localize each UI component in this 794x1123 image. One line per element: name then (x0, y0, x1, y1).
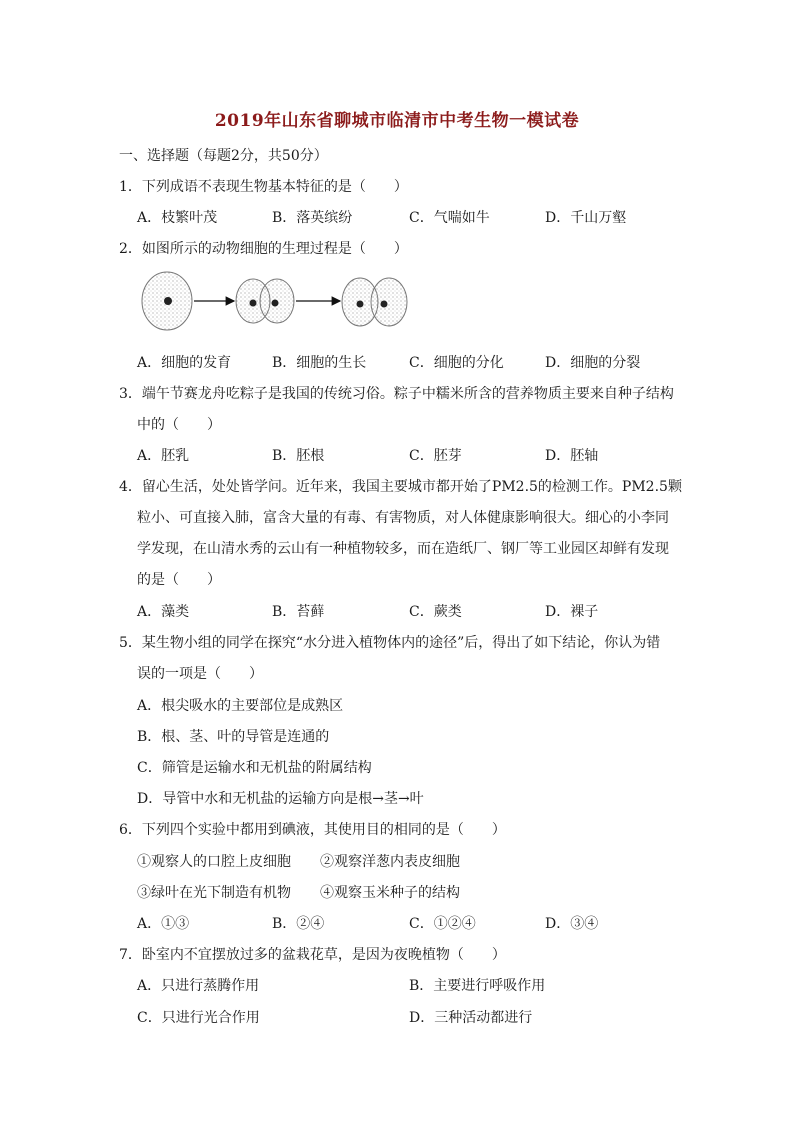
question-4-line-1: 4．留心生活，处处皆学问。近年来，我国主要城市都开始了PM2.5的检测工作。PM2.5颗 (119, 479, 682, 495)
q6-option-a: A．①③ (137, 916, 190, 932)
question-2-stem: 2．如图所示的动物细胞的生理过程是（ ） (119, 241, 408, 257)
q2-option-b: B．细胞的生长 (272, 355, 367, 371)
question-3-line-1: 3．端午节赛龙舟吃粽子是我国的传统习俗。粽子中糯米所含的营养物质主要来自种子结构 (119, 386, 674, 402)
q7-option-d: D．三种活动都进行 (409, 1010, 533, 1026)
q1-option-c: C．气喘如牛 (409, 210, 490, 226)
q2-option-a: A．细胞的发育 (137, 355, 232, 371)
question-4-line-2: 粒小、可直接入肺，富含大量的有毒、有害物质，对人体健康影响很大。细心的小李同 (137, 510, 669, 526)
section-heading: 一、选择题（每题2分，共50分） (119, 148, 328, 164)
question-6-stem: 6．下列四个实验中都用到碘液，其使用目的相同的是（ ） (119, 822, 506, 838)
dividing-cell (236, 279, 294, 323)
q4-option-d: D．裸子 (545, 604, 599, 620)
q6-option-c: C．①②④ (409, 916, 476, 932)
q4-option-c: C．蕨类 (409, 604, 462, 620)
cell-division-figure (140, 268, 410, 334)
q4-option-a: A．藻类 (137, 604, 190, 620)
q5-option-c: C．筛管是运输水和无机盐的附属结构 (137, 760, 372, 776)
q1-option-d: D．千山万壑 (545, 210, 627, 226)
question-4-line-3: 学发现，在山清水秀的云山有一种植物较多，而在造纸厂、钢厂等工业园区却鲜有发现 (137, 541, 669, 557)
q3-option-a: A．胚乳 (137, 448, 190, 464)
q1-option-a: A．枝繁叶茂 (137, 210, 218, 226)
q6-option-b: B．②④ (272, 916, 325, 932)
question-1-stem: 1．下列成语不表现生物基本特征的是（ ） (119, 179, 408, 195)
question-3-line-2: 中的（ ） (137, 417, 221, 433)
q3-option-c: C．胚芽 (409, 448, 462, 464)
q2-option-d: D．细胞的分裂 (545, 355, 641, 371)
q6-item-4: ④观察玉米种子的结构 (320, 885, 460, 901)
q6-option-d: D．③④ (545, 916, 599, 932)
q5-option-b: B．根、茎、叶的导管是连通的 (137, 729, 330, 745)
question-7-stem: 7．卧室内不宜摆放过多的盆栽花草，是因为夜晚植物（ ） (119, 947, 506, 963)
q6-item-1: ①观察人的口腔上皮细胞 (137, 854, 291, 870)
q4-option-b: B．苔藓 (272, 604, 325, 620)
q6-item-3: ③绿叶在光下制造有机物 (137, 885, 291, 901)
single-cell (142, 272, 192, 330)
page-title: 2019年山东省聊城市临清市中考生物一模试卷 (214, 111, 580, 131)
q7-option-c: C．只进行光合作用 (137, 1010, 260, 1026)
question-4-line-4: 的是（ ） (137, 572, 221, 588)
q5-option-a: A．根尖吸水的主要部位是成熟区 (137, 698, 344, 714)
question-5-line-1: 5．某生物小组的同学在探究“水分进入植物体内的途径”后，得出了如下结论，你认为错 (119, 635, 661, 651)
q6-item-2: ②观察洋葱内表皮细胞 (320, 854, 460, 870)
q5-option-d: D．导管中水和无机盐的运输方向是根→茎→叶 (137, 791, 424, 807)
q1-option-b: B．落英缤纷 (272, 210, 353, 226)
question-5-line-2: 误的一项是（ ） (137, 666, 263, 682)
q2-option-c: C．细胞的分化 (409, 355, 504, 371)
q7-option-b: B．主要进行呼吸作用 (409, 978, 546, 994)
q7-option-a: A．只进行蒸腾作用 (137, 978, 260, 994)
q3-option-d: D．胚轴 (545, 448, 599, 464)
q3-option-b: B．胚根 (272, 448, 325, 464)
daughter-cells (342, 278, 407, 326)
